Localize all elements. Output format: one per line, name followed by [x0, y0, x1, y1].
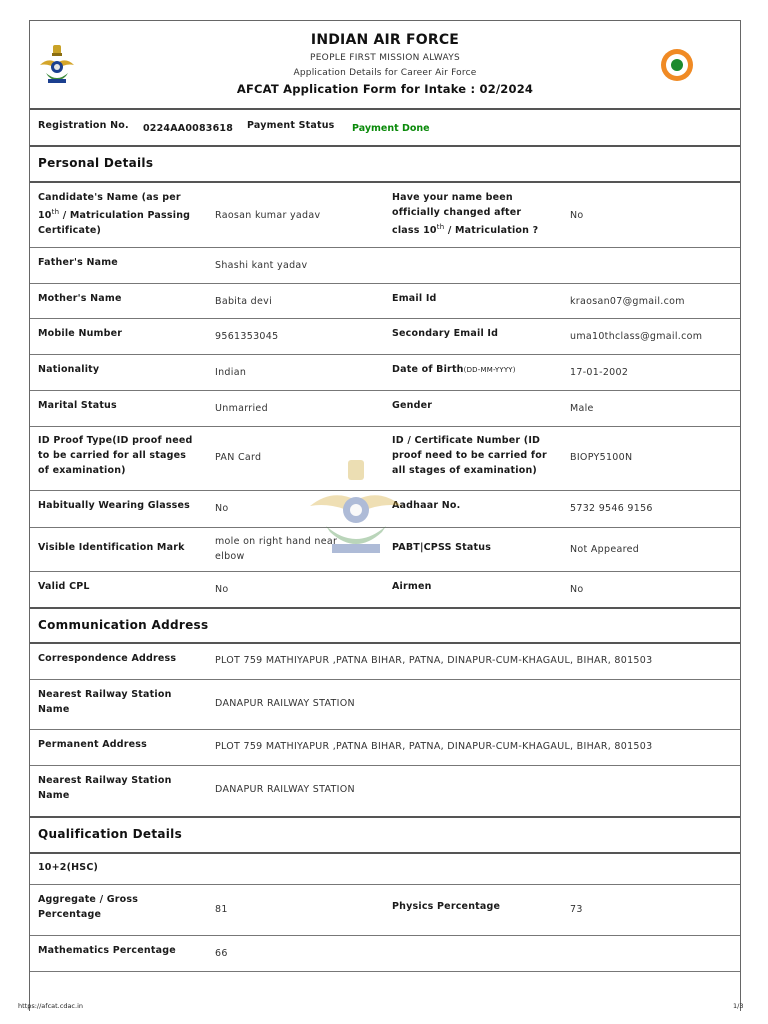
emblem-watermark-icon	[306, 458, 406, 558]
section-title-qualification: Qualification Details	[38, 827, 183, 841]
railway-station-label: Nearest Railway Station Name	[38, 689, 172, 715]
table-row	[30, 391, 740, 427]
glasses-label: Habitually Wearing Glasses	[38, 500, 191, 511]
dob-value: 17-01-2002	[570, 367, 629, 378]
table-row	[30, 248, 740, 284]
section-header	[30, 147, 740, 183]
pabt-label: PABT|CPSS Status	[392, 542, 492, 553]
aggregate-value: 81	[215, 904, 228, 915]
section-header	[30, 609, 740, 644]
table-row	[30, 936, 740, 972]
father-name-label: Father's Name	[38, 257, 118, 268]
table-row	[30, 644, 740, 680]
permanent-address-label: Permanent Address	[38, 739, 148, 750]
railway-station-value: DANAPUR RAILWAY STATION	[215, 698, 355, 709]
correspondence-address-value: PLOT 759 MATHIYAPUR ,PATNA BIHAR, PATNA, DINAPUR-CUM-KHAGAUL, BIHAR, 801503	[215, 655, 653, 666]
iaf-emblem-icon	[38, 43, 76, 85]
table-row	[30, 766, 740, 818]
gender-value: Male	[570, 403, 594, 414]
org-title: INDIAN AIR FORCE	[310, 32, 460, 48]
table-row	[30, 284, 740, 319]
section-title-address: Communication Address	[38, 618, 209, 632]
payment-status-label: Payment Status	[247, 120, 335, 131]
registration-value: 0224AA0083618	[143, 123, 234, 134]
father-name-value: Shashi kant yadav	[215, 260, 308, 271]
physics-label: Physics Percentage	[392, 901, 501, 912]
gender-label: Gender	[392, 400, 433, 411]
airmen-label: Airmen	[392, 581, 432, 592]
mobile-value: 9561353045	[215, 331, 279, 342]
registration-label: Registration No.	[38, 120, 129, 131]
identification-mark-label: Visible Identification Mark	[38, 542, 185, 553]
id-number-value: BIOPY5100N	[570, 452, 633, 463]
railway-station-value-2: DANAPUR RAILWAY STATION	[215, 784, 355, 795]
footer-url: https://afcat.cdac.in	[18, 1002, 83, 1010]
airmen-value: No	[570, 584, 584, 595]
table-row	[30, 854, 740, 885]
table-row	[30, 680, 740, 730]
qualification-level: 10+2(HSC)	[38, 862, 99, 873]
maths-label: Mathematics Percentage	[38, 945, 176, 956]
cpl-label: Valid CPL	[38, 581, 90, 592]
pabt-value: Not Appeared	[570, 544, 640, 555]
table-row	[30, 183, 740, 248]
payment-status-value: Payment Done	[352, 123, 430, 134]
aggregate-label: Aggregate / Gross Percentage	[38, 894, 139, 920]
marital-value: Unmarried	[215, 403, 268, 414]
table-row	[30, 572, 740, 609]
section-title-personal: Personal Details	[38, 156, 154, 170]
correspondence-address-label: Correspondence Address	[38, 653, 177, 664]
table-row	[30, 885, 740, 936]
maths-value: 66	[215, 948, 228, 959]
mother-name-value: Babita devi	[215, 296, 273, 307]
name-changed-label: Have your name been officially changed after class 10th / Matriculation ?	[392, 192, 539, 237]
email-label: Email Id	[392, 293, 437, 304]
railway-station-label-2: Nearest Railway Station Name	[38, 775, 172, 801]
marital-label: Marital Status	[38, 400, 117, 411]
mobile-label: Mobile Number	[38, 328, 123, 339]
candidate-name-value: Raosan kumar yadav	[215, 210, 321, 221]
form-header	[30, 21, 740, 110]
nationality-value: Indian	[215, 367, 247, 378]
motto: PEOPLE FIRST MISSION ALWAYS	[309, 53, 461, 63]
table-row	[30, 319, 740, 355]
name-changed-value: No	[570, 210, 584, 221]
glasses-value: No	[215, 503, 229, 514]
id-proof-value: PAN Card	[215, 452, 262, 463]
permanent-address-value: PLOT 759 MATHIYAPUR ,PATNA BIHAR, PATNA, DINAPUR-CUM-KHAGAUL, BIHAR, 801503	[215, 741, 653, 752]
nationality-label: Nationality	[38, 364, 100, 375]
email-value: kraosan07@gmail.com	[570, 296, 685, 307]
registration-row	[30, 110, 740, 147]
form-title: AFCAT Application Form for Intake : 02/2024	[236, 82, 534, 96]
id-proof-label: ID Proof Type(ID proof need to be carried for all stages of examination)	[38, 435, 193, 476]
secondary-email-value: uma10thclass@gmail.com	[570, 331, 703, 342]
roundel-icon	[660, 48, 694, 82]
section-header	[30, 818, 740, 854]
mother-name-label: Mother's Name	[38, 293, 122, 304]
aadhaar-value: 5732 9546 9156	[570, 503, 653, 514]
dob-label: Date of Birth(DD-MM-YYYY)	[392, 364, 516, 375]
table-row	[30, 355, 740, 391]
candidate-name-label: Candidate's Name (as per 10th / Matriculation Passing Certificate)	[38, 192, 191, 237]
secondary-email-label: Secondary Email Id	[392, 328, 499, 339]
id-number-label: ID / Certificate Number (ID proof need to be carried for all stages of examination)	[392, 435, 547, 476]
subtitle: Application Details for Career Air Force	[293, 68, 477, 78]
cpl-value: No	[215, 584, 229, 595]
footer-page-number: 1/3	[733, 1002, 744, 1010]
table-row	[30, 730, 740, 766]
aadhaar-label: Aadhaar No.	[392, 500, 461, 511]
identification-mark-value: mole on right hand near elbow	[215, 536, 338, 562]
physics-value: 73	[570, 904, 583, 915]
